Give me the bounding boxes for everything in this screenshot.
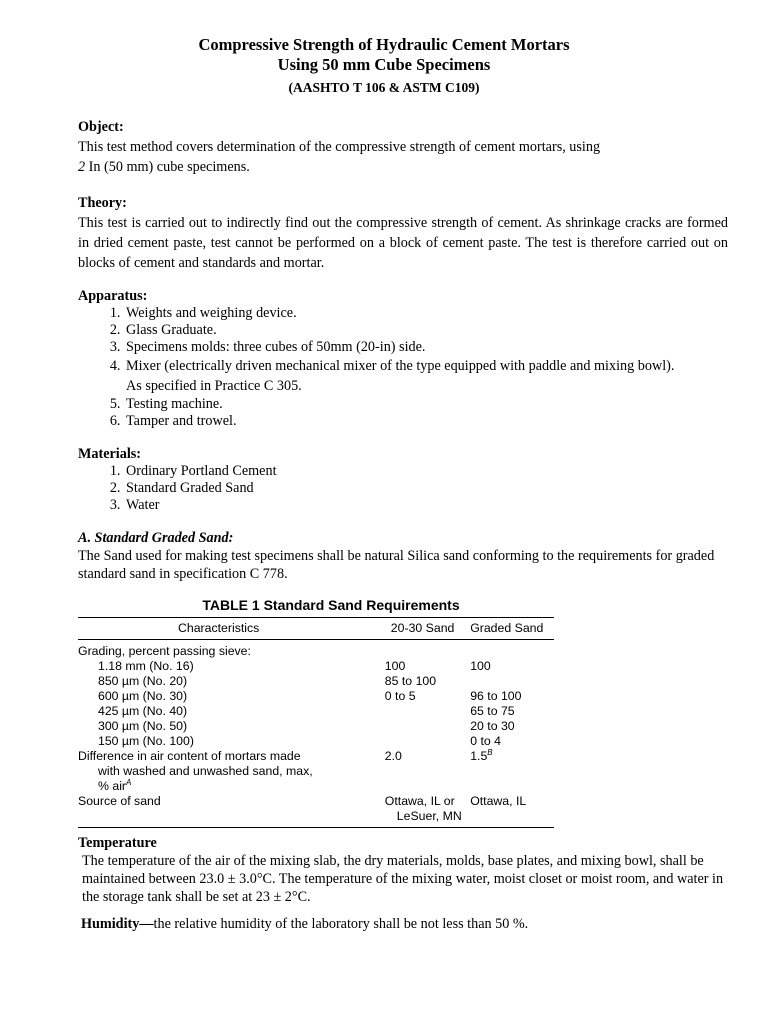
- table-cell-sieve: 600 µm (No. 30): [98, 689, 188, 703]
- standard-sand-text: The Sand used for making test specimens shall be natural Silica sand conforming to the requirements for graded standard sand in specification C 778.: [78, 548, 715, 582]
- table-row: [78, 734, 554, 749]
- table-cell-air-graded: [470, 749, 554, 794]
- footnote-b: B: [487, 747, 493, 757]
- materials-heading: Materials:: [78, 446, 142, 462]
- theory-section: [78, 193, 728, 273]
- materials-item: 3. Water: [124, 497, 728, 514]
- object-section: [78, 117, 728, 177]
- table-cell-sieve: 850 µm (No. 20): [98, 674, 188, 688]
- document-title-line1: Compressive Strength of Hydraulic Cement Mortars: [198, 35, 570, 54]
- materials-section: [78, 446, 728, 514]
- table-cell-source-graded: Ottawa, IL: [470, 794, 554, 828]
- object-italic-number: 2: [78, 159, 86, 175]
- apparatus-item: 1. Weights and weighing device.: [124, 305, 728, 322]
- table-cell-source-20-30: [385, 794, 470, 828]
- temperature-text: The temperature of the air of the mixing slab, the dry materials, molds, base plates, and mixing bowl, shall be maintained between 23.0 ± 3.0°C. The temperature of the mixing water, moist closet or moist room, and water in the storage tank shall be set at 23 ± 2°C.: [82, 853, 724, 905]
- table-row: [78, 719, 554, 734]
- table-cell-20-30: [385, 704, 470, 719]
- document-title-line2: Using 50 mm Cube Specimens: [277, 55, 491, 74]
- apparatus-item: 5. Testing machine.: [124, 396, 728, 413]
- table-cell-graded: 65 to 75: [470, 704, 515, 718]
- document-subtitle-standards: (AASHTO T 106 & ASTM C109): [288, 80, 480, 95]
- standard-sand-section: [78, 529, 728, 583]
- apparatus-list: [78, 305, 728, 430]
- table-header-graded-sand: Graded Sand: [470, 618, 554, 640]
- table-row: [78, 659, 554, 674]
- apparatus-section: [78, 288, 728, 430]
- object-heading: Object:: [78, 119, 124, 135]
- humidity-text: the relative humidity of the laboratory shall be not less than 50 %.: [153, 916, 529, 932]
- table-cell-20-30: 0 to 5: [384, 689, 416, 703]
- table-cell-sieve: 300 µm (No. 50): [98, 719, 188, 733]
- materials-item: 1. Ordinary Portland Cement: [124, 463, 728, 480]
- table-row-air-content: [78, 749, 554, 794]
- air-label-text: % air: [98, 779, 127, 793]
- apparatus-item: 4. Mixer (electrically driven mechanical mixer of the type equipped with paddle and mixing bowl). As specified in Practice C 305.: [124, 356, 686, 396]
- apparatus-item: 3. Specimens molds: three cubes of 50mm (20-in) side.: [124, 339, 728, 356]
- table-cell-20-30: [385, 734, 470, 749]
- source-line1: Ottawa, IL or: [384, 794, 455, 808]
- theory-text: This test is carried out to indirectly find out the compressive strength of cement. As shrinkage cracks are formed in dried cement paste, test cannot be performed on a block of cement paste. The test is therefore carried out on blocks of cement and standards and mortar.: [78, 215, 728, 271]
- theory-heading: Theory:: [78, 195, 127, 211]
- object-text-line1: This test method covers determination of the compressive strength of cement mortars, using: [78, 139, 601, 155]
- object-text-line2-rest: In (50 mm) cube specimens.: [85, 159, 250, 175]
- table-cell-air-label: [78, 749, 385, 794]
- humidity-section: [78, 914, 731, 934]
- humidity-dash: —: [139, 916, 154, 932]
- standard-sand-heading: A. Standard Graded Sand:: [78, 530, 234, 546]
- table-row: [78, 704, 554, 719]
- table-cell-source-label: Source of sand: [78, 794, 385, 828]
- temperature-heading: Temperature: [78, 835, 157, 851]
- table-cell-20-30: 85 to 100: [384, 674, 437, 688]
- apparatus-item: 2. Glass Graduate.: [124, 322, 728, 339]
- table-cell-graded: [470, 674, 554, 689]
- table-row-source: [78, 794, 554, 828]
- table-header-20-30-sand: 20-30 Sand: [385, 618, 470, 640]
- air-label-line2: with washed and unwashed sand, max,: [98, 764, 313, 778]
- table-cell-sieve: 425 µm (No. 40): [98, 704, 188, 718]
- footnote-a: A: [126, 777, 132, 787]
- standard-sand-table: [78, 598, 554, 828]
- air-graded-value: 1.5: [470, 749, 488, 763]
- table-cell-graded: 20 to 30: [470, 719, 515, 733]
- table-row: [78, 689, 554, 704]
- humidity-label: Humidity: [81, 916, 140, 932]
- table-grading-label: Grading, percent passing sieve:: [78, 644, 251, 658]
- table-cell-graded: 100: [470, 659, 491, 673]
- table-header-characteristics: Characteristics: [78, 618, 385, 640]
- table-cell-air-20-30: 2.0: [384, 749, 402, 763]
- object-text-line2: [78, 157, 728, 177]
- table-title: TABLE 1 Standard Sand Requirements: [202, 597, 460, 613]
- table-cell-sieve: 150 µm (No. 100): [98, 734, 194, 748]
- materials-item: 2. Standard Graded Sand: [124, 480, 728, 497]
- materials-list: [78, 463, 728, 514]
- table-cell-20-30: [385, 719, 470, 734]
- table-cell-graded: 96 to 100: [470, 689, 522, 703]
- source-line2: LeSuer, MN: [396, 809, 462, 823]
- air-label-line1: Difference in air content of mortars made: [78, 749, 301, 763]
- table-row: [78, 674, 554, 689]
- table-cell-20-30: 100: [384, 659, 406, 673]
- air-label-line3: [78, 779, 385, 794]
- table-cell-graded: 0 to 4: [470, 734, 501, 748]
- table-cell-sieve: 1.18 mm (No. 16): [98, 659, 194, 673]
- humidity-text-line: [81, 914, 731, 934]
- apparatus-item: 6. Tamper and trowel.: [124, 413, 728, 430]
- temperature-section: [78, 834, 728, 906]
- apparatus-heading: Apparatus:: [78, 288, 148, 304]
